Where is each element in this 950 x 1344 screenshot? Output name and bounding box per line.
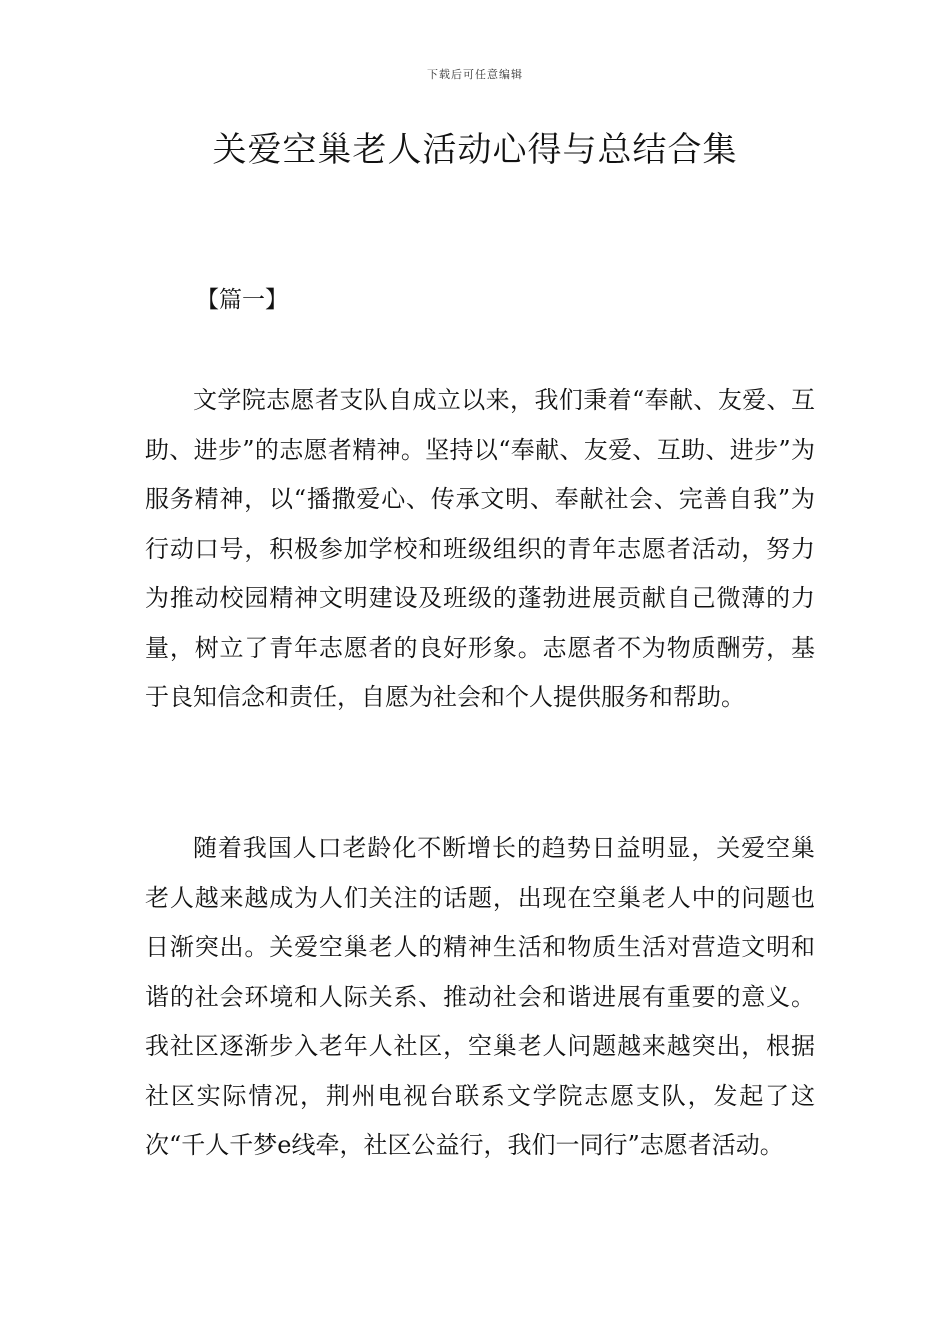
header-note: 下载后可任意编辑 (427, 68, 523, 81)
paragraph-2: 随着我国人口老龄化不断增长的趋势日益明显，关爱空巢老人越来越成为人们关注的话题，出现在空巢老人中的问题也日渐突出。关爱空巢老人的精神生活和物质生活对营造文明和谐的社会环境和人际关系、推动社会和谐进展有重要的意义。我社区逐渐步入老年人社区，空巢老人问题越来越突出，根据社区实际情况，荆州电视台联系文学院志愿支队，发起了这次“千人千梦e线牵，社区公益行，我们一同行”志愿者活动。 (145, 834, 815, 1159)
document-title: 关爱空巢老人活动心得与总结合集 (212, 130, 738, 170)
section-label: 【篇一】 (196, 287, 288, 313)
paragraph-1: 文学院志愿者支队自成立以来，我们秉着“奉献、友爱、互助、进步”的志愿者精神。坚持以“奉献、友爱、互助、进步”为服务精神，以“播撒爱心、传承文明、奉献社会、完善自我”为行动口号，积极参加学校和班级组织的青年志愿者活动，努力为推动校园精神文明建设及班级的蓬勃进展贡献自己微薄的力量，树立了青年志愿者的良好形象。志愿者不为物质酬劳，基于良知信念和责任，自愿为社会和个人提供服务和帮助。 (145, 386, 815, 711)
